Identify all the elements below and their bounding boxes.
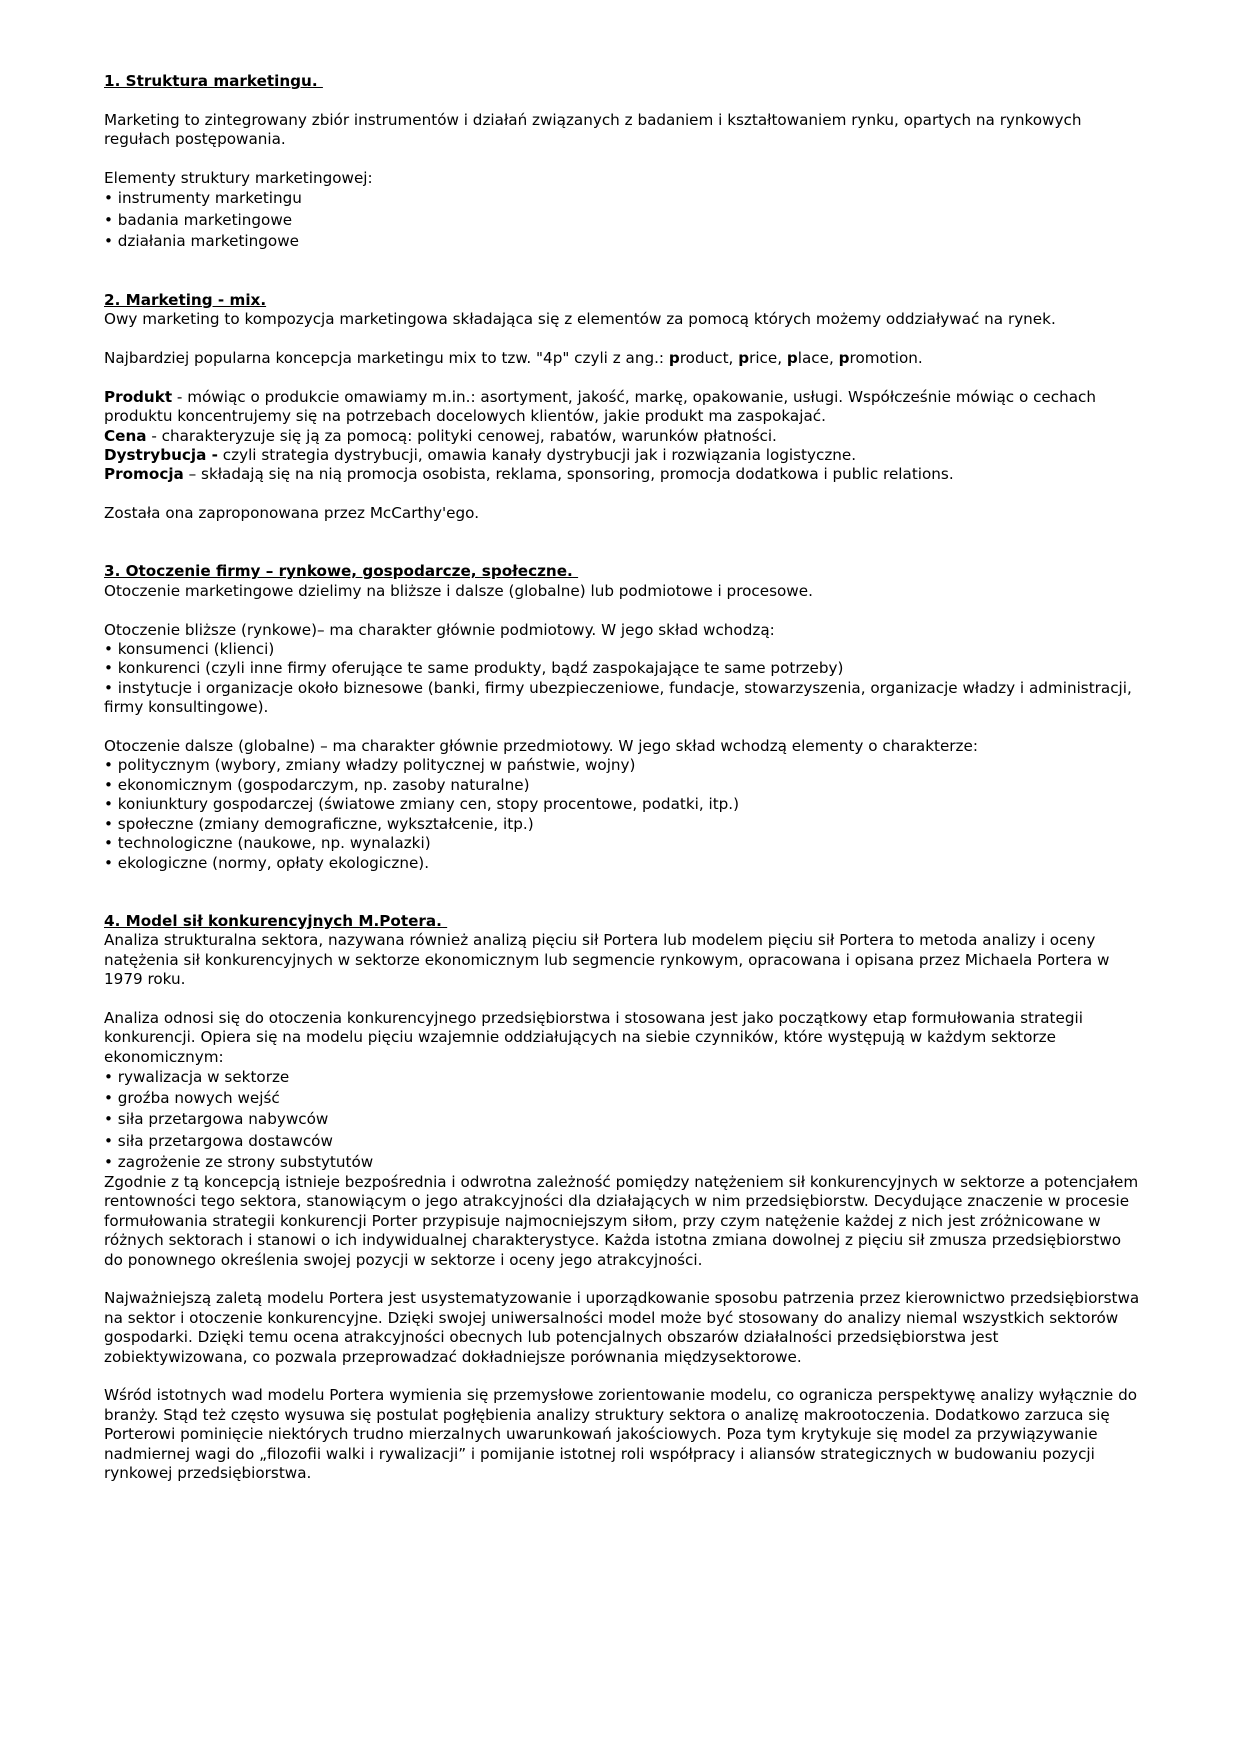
list-item: • zagrożenie ze strony substytutów [104, 1152, 374, 1171]
p-word: rice, [749, 349, 787, 368]
list-item: • siła przetargowa dostawców [104, 1131, 333, 1150]
term-label: Produkt [104, 387, 173, 406]
section-4-paragraph-2: Analiza odnosi się do otoczenia konkurencyjnego przedsiębiorstwa i stosowana jest jako początkowy etap formułowania strategii konkurencji. Opiera się na modelu pięciu wzajemnie oddziałujących na siebie czynników, które występują w każdym sektorze ekonomicznym: [104, 1008, 1083, 1066]
cena-definition [104, 427, 1140, 446]
section-3-far-list [104, 756, 1140, 872]
section-1-paragraph: Marketing to zintegrowany zbiór instrumentów i działań związanych z badaniem i kształtowaniem rynku, opartych na rynkowych regułach postępowania. [104, 110, 1082, 149]
p-letter: p [738, 349, 750, 368]
section-1-list-intro: Elementy struktury marketingowej: [104, 169, 373, 187]
term-label: Dystrybucja - [104, 446, 218, 465]
dystrybucja-definition [104, 446, 1140, 465]
section-4-heading: 4. Model sił konkurencyjnych M.Potera. [104, 911, 448, 930]
term-label: Cena [104, 426, 147, 445]
list-item: • społeczne (zmiany demograficzne, wykształcenie, itp.) [104, 814, 534, 833]
produkt-definition [104, 388, 1140, 427]
section-3-near-intro: Otoczenie bliższe (rynkowe)– ma charakter głównie podmiotowy. W jego skład wchodzą: [104, 620, 775, 639]
list-item: • konkurenci (czyli inne firmy oferujące te same produkty, bądź zaspokajające te same potrzeby) [104, 659, 844, 678]
four-p-paragraph [104, 349, 1140, 368]
p-word: roduct, [679, 349, 739, 368]
list-item: • konsumenci (klienci) [104, 640, 275, 659]
list-item: • badania marketingowe [104, 210, 293, 229]
p-letter: p [786, 349, 798, 368]
term-text: – składają się na nią promocja osobista, reklama, sponsoring, promocja dodatkowa i public relations. [183, 465, 954, 484]
section-4-forces-list [104, 1067, 1140, 1173]
four-p-intro: Najbardziej popularna koncepcja marketingu mix to tzw. "4p" czyli z ang.: [104, 349, 669, 368]
section-2-paragraph: Owy marketing to kompozycja marketingowa składająca się z elementów za pomocą których możemy oddziaływać na rynek. [104, 310, 1056, 329]
list-item: • technologiczne (naukowe, np. wynalazki) [104, 834, 431, 853]
document-page [104, 72, 1140, 1483]
section-2-closing: Została ona zaproponowana przez McCarthy'ego. [104, 504, 480, 523]
list-item: • groźba nowych wejść [104, 1089, 280, 1108]
p-word: lace, [797, 349, 839, 368]
p-letter: p [668, 349, 680, 368]
list-item: • koniunktury gospodarczej (światowe zmiany cen, stopy procentowe, podatki, itp.) [104, 795, 740, 814]
list-item: • politycznym (wybory, zmiany władzy politycznej w państwie, wojny) [104, 756, 636, 775]
list-item: • siła przetargowa nabywców [104, 1110, 329, 1129]
section-3-far-intro: Otoczenie dalsze (globalne) – ma charakter głównie przedmiotowy. W jego skład wchodzą elementy o charakterze: [104, 737, 978, 756]
section-4-paragraph-1: Analiza strukturalna sektora, nazywana również analizą pięciu sił Portera lub modelem pięciu sił Portera to metoda analizy i oceny natężenia sił konkurencyjnych w sektorze ekonomicznym lub segmencie rynkowym, opracowana i opisana przez Michaela Portera w 1979 roku. [104, 931, 1110, 988]
list-item: • ekonomicznym (gospodarczym, np. zasoby naturalne) [104, 775, 530, 794]
term-label: Promocja [104, 465, 184, 484]
term-text: - mówiąc o produkcie omawiamy m.in.: asortyment, jakość, markę, opakowanie, usługi. Współcześnie mówiąc o cechach produktu koncentrujemy się na potrzebach docelowych klientów, jakie produkt ma zaspokajać. [104, 387, 1097, 426]
list-item: • ekologiczne (normy, opłaty ekologiczne). [104, 853, 430, 872]
list-item: • działania marketingowe [104, 231, 299, 250]
section-3-heading: 3. Otoczenie firmy – rynkowe, gospodarcze, społeczne. [104, 562, 579, 581]
section-1-heading: 1. Struktura marketingu. [104, 72, 323, 90]
promocja-definition [104, 465, 1140, 484]
section-2-heading: 2. Marketing - mix. [104, 290, 267, 309]
term-text: - charakteryzuje się ją za pomocą: polityki cenowej, rabatów, warunków płatności. [146, 426, 777, 445]
section-4-paragraph-3: Zgodnie z tą koncepcją istnieje bezpośrednia i odwrotna zależność pomiędzy natężeniem sił konkurencyjnych w sektorze a potencjałem rentowności tego sektora, stanowiącym o jego atrakcyjności dla działających w nim przedsiębiorstw. Decydujące znaczenie w procesie formułowania strategii konkurencji Porter przypisuje najmocniejszym siłom, przy czym natężenie każdej z nich jest zróżnicowane w różnych sektorach i stanowi o ich indywidualnej charakterystyce. Każda istotna zmiana dowolnej z pięciu sił zmusza przedsiębiorstwo do ponownego określenia swojej pozycji w sektorze i oceny jego atrakcyjności. [104, 1172, 1139, 1269]
list-item: • instytucje i organizacje około biznesowe (banki, firmy ubezpieczeniowe, fundacje, stowarzyszenia, organizacje władzy i administracji, firmy konsultingowe). [104, 678, 1132, 717]
section-3-near-list [104, 640, 1140, 718]
section-4-paragraph-5: Wśród istotnych wad modelu Portera wymienia się przemysłowe zorientowanie modelu, co ogranicza perspektywę analizy wyłącznie do branży. Stąd też często wysuwa się postulat pogłębienia analizy struktury sektora o analizę makrootoczenia. Dodatkowo zarzuca się Porterowi pominięcie niektórych trudno mierzalnych uwarunkowań jakościowych. Poza tym krytykuje się model za przywiązywanie nadmiernej wagi do „filozofii walki i rywalizacji” i pomijanie istotnej roli współpracy i aliansów strategicznych w budowaniu pozycji rynkowej przedsiębiorstwa. [104, 1386, 1138, 1483]
p-letter: p [838, 349, 850, 368]
p-word: romotion. [849, 349, 923, 368]
list-item: • instrumenty marketingu [104, 189, 302, 208]
term-text: czyli strategia dystrybucji, omawia kanały dystrybucji jak i rozwiązania logistyczne. [217, 446, 857, 465]
section-4-paragraph-4: Najważniejszą zaletą modelu Portera jest usystematyzowanie i uporządkowanie sposobu patrzenia przez kierownictwo przedsiębiorstwa na sektor i otoczenie konkurencyjne. Dzięki swojej uniwersalności model może być stosowany do analizy niemal wszystkich sektorów gospodarki. Dzięki temu ocena atrakcyjności obecnych lub potencjalnych obszarów działalności przedsiębiorstwa jest zobiektywizowana, co pozwala przeprowadzać dokładniejsze porównania międzysektorowe. [104, 1289, 1140, 1366]
section-3-paragraph: Otoczenie marketingowe dzielimy na bliższe i dalsze (globalne) lub podmiotowe i procesowe. [104, 581, 813, 600]
list-item: • rywalizacja w sektorze [104, 1067, 290, 1086]
section-1-list [104, 188, 1140, 252]
